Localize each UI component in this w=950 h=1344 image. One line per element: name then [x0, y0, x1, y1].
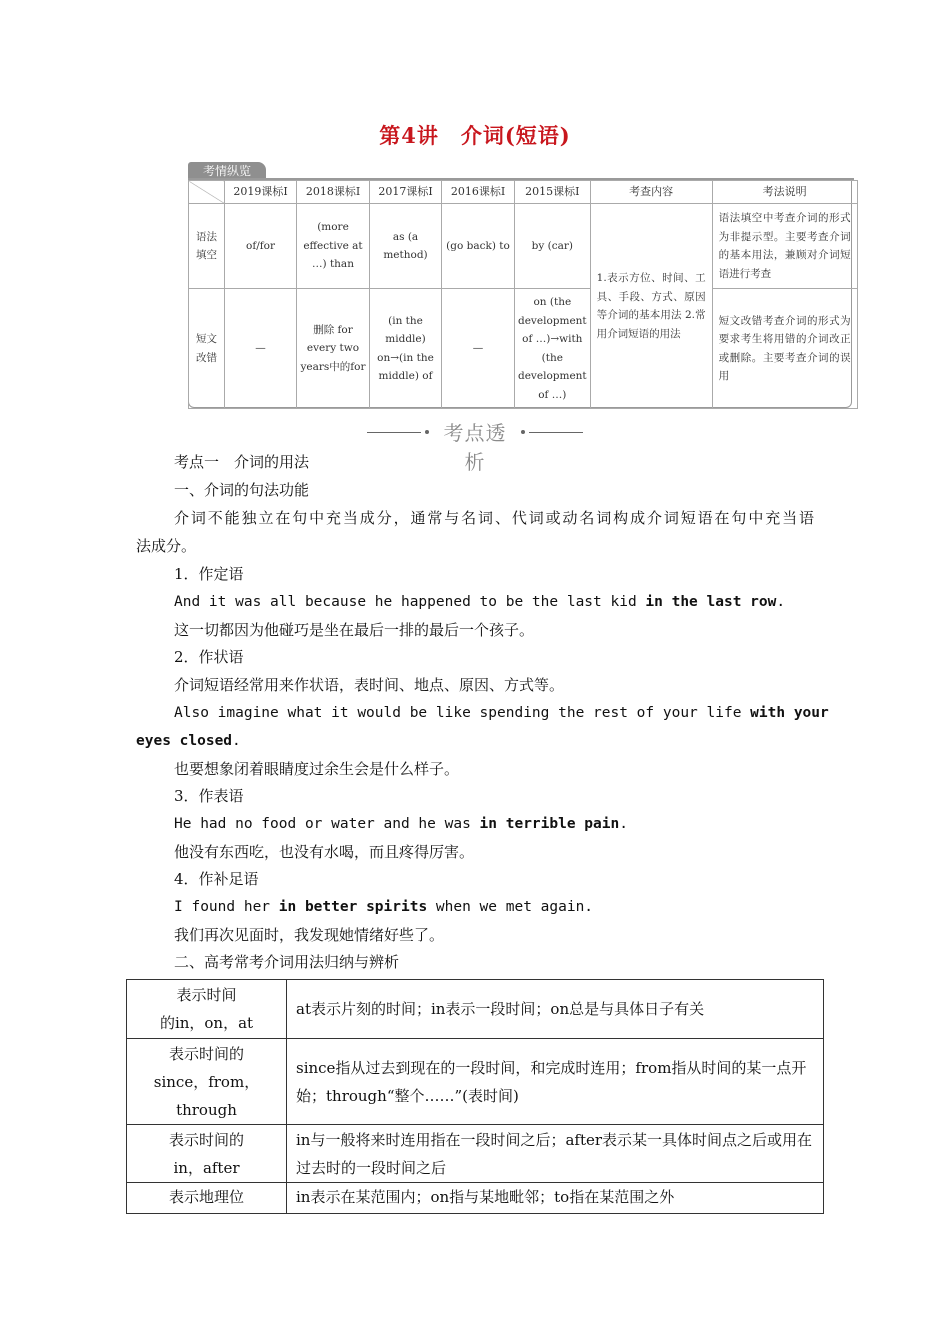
- item-heading: 2．作状语: [174, 648, 244, 666]
- example-sentence: And it was all because he happened to be the last kid in the last row.: [174, 594, 786, 610]
- comparison-row: [127, 980, 824, 1039]
- highlighted-phrase: with your: [750, 705, 829, 721]
- comparison-row: [127, 1039, 824, 1125]
- preposition-comparison-table: [126, 979, 824, 1214]
- page-title: 第4讲 介词(短语): [379, 123, 571, 148]
- translation: 也要想象闭着眼睛度过余生会是什么样子。: [174, 760, 460, 778]
- item-description: 介词短语经常用来作状语，表时间、地点、原因、方式等。: [174, 676, 565, 694]
- overview-row-error-correction: [189, 289, 858, 409]
- overview-row-grammar-fill: [189, 204, 858, 289]
- example-sentence: Also imagine what it would be like spending the rest of your life with your: [174, 705, 829, 721]
- header-method: 考法说明: [712, 181, 857, 204]
- comparison-key: 表示地理位: [127, 1183, 287, 1214]
- translation: 这一切都因为他碰巧是坐在最后一排的最后一个孩子。: [174, 621, 535, 639]
- comparison-key: 表示时间的 since，from， through: [127, 1039, 287, 1125]
- highlighted-phrase: in terrible pain: [479, 816, 620, 832]
- translation: 他没有东西吃，也没有水喝，而且疼得厉害。: [174, 843, 475, 861]
- section-divider: [355, 417, 595, 474]
- translation: 我们再次见面时，我发现她情绪好些了。: [174, 926, 445, 944]
- header-year: 2018课标Ⅰ: [297, 181, 370, 204]
- divider-line-left: [367, 432, 421, 433]
- content-cell: 1.表示方位、时间、工具、手段、方式、原因等介词的基本用法 2.常用介词短语的用法: [590, 204, 712, 409]
- highlighted-phrase: in better spirits: [278, 899, 428, 915]
- row-label: 语法填空: [189, 204, 225, 289]
- method-note: 短文改错考查介词的形式为要求考生将用错的介词改正或删除。主要考查介词的误用: [712, 289, 857, 409]
- highlighted-phrase: in the last row: [645, 594, 777, 610]
- exam-cell: as (a method): [370, 204, 442, 289]
- header-diagonal-cell: [189, 181, 225, 204]
- exam-cell: (more effective at …) than: [297, 204, 370, 289]
- comparison-value: at表示片刻的时间；in表示一段时间；on总是与具体日子有关: [287, 980, 824, 1039]
- subsection-heading: 一、介词的句法功能: [174, 481, 310, 499]
- exam-cell: on (the development of …)→with (the development of …): [515, 289, 591, 409]
- header-year: 2019课标Ⅰ: [225, 181, 297, 204]
- intro-paragraph-cont: 法成分。: [136, 537, 197, 555]
- comparison-key: 表示时间的 in，after: [127, 1125, 287, 1183]
- row-label: 短文改错: [189, 289, 225, 409]
- comparison-value: since指从过去到现在的一段时间，和完成时连用；from指从时间的某一点开始；through“整个……”(表时间): [287, 1039, 824, 1125]
- exam-cell: (in the middle) on→(in the middle) of: [370, 289, 442, 409]
- header-content: 考查内容: [590, 181, 712, 204]
- item-heading: 4．作补足语: [174, 870, 259, 888]
- subsection-heading: 二、高考常考介词用法归纳与辨析: [174, 953, 400, 971]
- header-year: 2016课标Ⅰ: [442, 181, 515, 204]
- comparison-row: [127, 1183, 824, 1214]
- comparison-key: 表示时间 的in，on，at: [127, 980, 287, 1039]
- example-sentence-cont: eyes closed.: [136, 733, 241, 749]
- section-title: 考点透析: [443, 421, 507, 474]
- comparison-value: in表示在某范围内；on指与某地毗邻；to指在某范围之外: [287, 1183, 824, 1214]
- example-sentence: He had no food or water and he was in terrible pain.: [174, 816, 628, 832]
- header-year: 2015课标Ⅰ: [515, 181, 591, 204]
- exam-cell: —: [442, 289, 515, 409]
- example-sentence: I found her in better spirits when we met again.: [174, 899, 594, 915]
- exam-cell: —: [225, 289, 297, 409]
- highlighted-phrase: eyes closed: [136, 733, 233, 749]
- method-note: 语法填空中考查介词的形式为非提示型。主要考查介词的基本用法，兼顾对介词短语进行考查: [712, 204, 857, 289]
- overview-tab: 考情纵览: [188, 162, 266, 180]
- kaodian-heading: 考点一 介词的用法: [174, 453, 310, 471]
- overview-header-row: [189, 181, 858, 204]
- comparison-value: in与一般将来时连用指在一段时间之后；after表示某一具体时间点之后或用在过去时的一段时间之后: [287, 1125, 824, 1183]
- intro-paragraph: 介词不能独立在句中充当成分，通常与名词、代词或动名词构成介词短语在句中充当语: [174, 509, 814, 527]
- exam-cell: by (car): [515, 204, 591, 289]
- header-year: 2017课标Ⅰ: [370, 181, 442, 204]
- overview-table: [188, 180, 858, 409]
- divider-dot-left: [425, 430, 429, 434]
- exam-cell: (go back) to: [442, 204, 515, 289]
- comparison-row: [127, 1125, 824, 1183]
- item-heading: 3．作表语: [174, 787, 244, 805]
- divider-dot-right: [521, 430, 525, 434]
- item-heading: 1．作定语: [174, 565, 244, 583]
- exam-cell: of/for: [225, 204, 297, 289]
- exam-cell: 删除 for every two years中的for: [297, 289, 370, 409]
- divider-line-right: [529, 432, 583, 433]
